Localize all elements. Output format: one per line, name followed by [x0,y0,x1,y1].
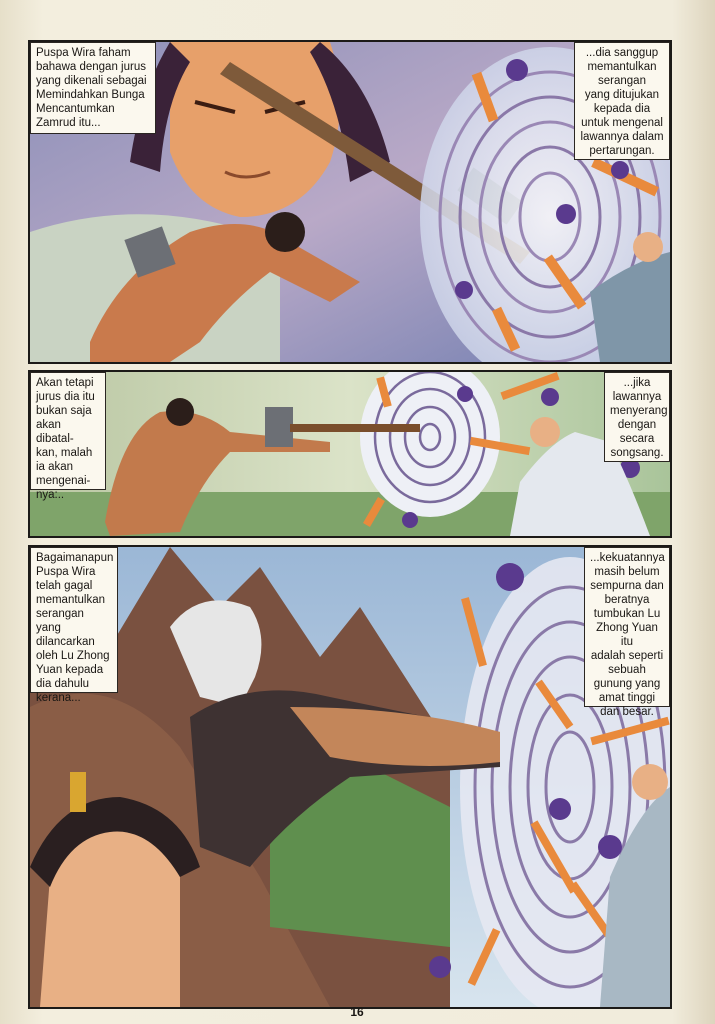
caption-right [604,372,670,462]
caption-text: Bagaimanapun Puspa Wira telah gagal memantulkan serangan yang dilancarkan oleh Lu Zhong Yuan kepada dia dahulu kerana... [36,552,114,704]
caption-text: Akan tetapi jurus dia itu bukan saja akan dibatal- kan, malah ia akan mengenai- nya:.. [36,377,95,501]
caption-right [584,547,670,718]
page-number: 16 [350,1005,364,1019]
panel-2 [28,370,672,538]
caption-text: ...dia sanggup memantulkan serangan yang ditujukan kepada dia untuk mengenal lawannya dalam pertarungan. [580,47,664,157]
caption-text: ...jika lawannya menyerang dengan secara songsang. [610,377,668,459]
caption-top-left [30,42,156,134]
panel-3 [28,545,672,1009]
caption-left [30,547,118,704]
panel-2-artwork [30,372,670,536]
panel-3-artwork [30,547,670,1007]
panel-1 [28,40,672,364]
caption-left [30,372,106,501]
caption-top-right [574,42,670,160]
caption-text: Puspa Wira faham bahawa dengan jurus yang dikenali sebagai Memindahkan Bunga Mencantumkan Zamrud itu... [36,47,147,129]
caption-text: ...kekuatannya masih belum sempurna dan beratnya tumbukan Lu Zhong Yuan itu adalah seperti sebuah gunung yang amat tinggi dan besar. [590,552,665,718]
